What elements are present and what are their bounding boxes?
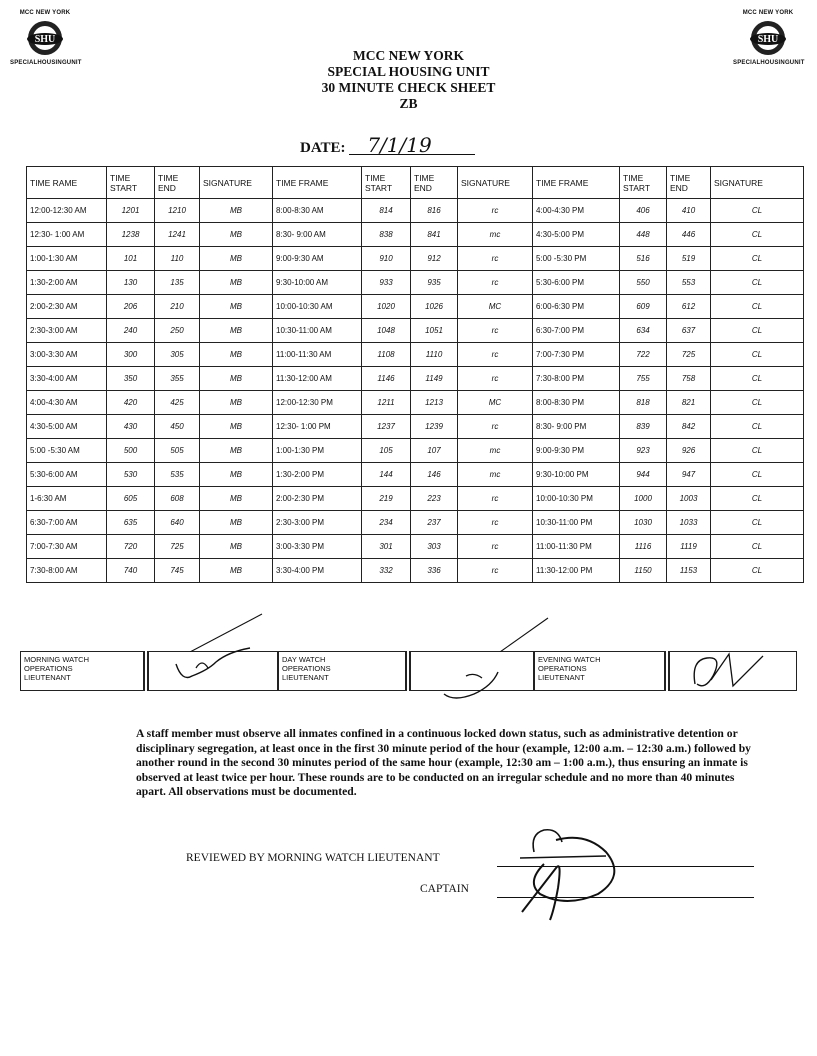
time-start-cell[interactable]: 206 [107,295,155,319]
table-row [27,367,804,391]
signoff-label: EVENING WATCH [538,655,601,664]
signature-cell[interactable]: MB [200,199,273,223]
signature-cell[interactable]: CL [711,319,804,343]
signature-cell[interactable]: MB [200,223,273,247]
time-end-cell[interactable]: 1026 [411,295,458,319]
header-line-3: 30 MINUTE CHECK SHEET [321,80,496,95]
signature-cell[interactable]: MB [200,559,273,583]
table-row [27,511,804,535]
time-end-cell[interactable]: 519 [667,247,711,271]
time-frame-cell: 7:30-8:00 PM [533,367,620,391]
time-start-cell[interactable]: 350 [107,367,155,391]
date-value: 7/1/19 [349,136,475,155]
signature-scribble-icon [683,650,773,694]
time-end-cell[interactable]: 107 [411,439,458,463]
time-frame-cell: 7:30-8:00 AM [27,559,107,583]
time-frame-cell: 8:30- 9:00 AM [273,223,362,247]
time-start-cell[interactable]: 720 [107,535,155,559]
signature-cell[interactable]: mc [458,439,533,463]
table-row [27,439,804,463]
time-start-cell[interactable]: 635 [107,511,155,535]
time-start-cell[interactable]: 839 [620,415,667,439]
signature-cell[interactable]: MB [200,511,273,535]
time-start-cell[interactable]: 300 [107,343,155,367]
date-row [300,133,475,157]
time-end-cell[interactable]: 637 [667,319,711,343]
check-table [26,166,804,583]
signature-cell[interactable]: rc [458,271,533,295]
table-row [27,415,804,439]
time-end-cell[interactable]: 842 [667,415,711,439]
time-frame-cell: 4:30-5:00 PM [533,223,620,247]
signature-cell[interactable]: rc [458,487,533,511]
table-row [27,391,804,415]
time-start-cell[interactable]: 219 [362,487,411,511]
signature-cell[interactable]: MB [200,343,273,367]
signature-scribble-icon [168,646,258,686]
time-start-cell[interactable]: 406 [620,199,667,223]
time-start-cell[interactable]: 605 [107,487,155,511]
signature-cell[interactable]: rc [458,367,533,391]
time-end-cell[interactable]: 1210 [155,199,200,223]
table-row [27,319,804,343]
signature-cell[interactable]: CL [711,199,804,223]
time-frame-cell: 9:00-9:30 AM [273,247,362,271]
time-start-cell[interactable]: 130 [107,271,155,295]
time-frame-cell: 2:00-2:30 AM [27,295,107,319]
table-row [27,343,804,367]
time-frame-cell: 12:00-12:30 PM [273,391,362,415]
time-end-cell[interactable]: 425 [155,391,200,415]
signature-cell[interactable]: MC [458,391,533,415]
time-end-cell[interactable]: 1241 [155,223,200,247]
signature-cell[interactable]: CL [711,439,804,463]
time-start-cell[interactable]: 430 [107,415,155,439]
signature-cell[interactable]: CL [711,511,804,535]
time-frame-cell: 1:00-1:30 AM [27,247,107,271]
time-start-cell[interactable]: 944 [620,463,667,487]
signature-cell[interactable]: CL [711,343,804,367]
time-end-cell[interactable]: 1149 [411,367,458,391]
time-end-cell[interactable]: 1239 [411,415,458,439]
day-watch-label-box [278,651,406,691]
time-frame-cell: 9:30-10:00 PM [533,463,620,487]
time-end-cell[interactable]: 947 [667,463,711,487]
time-frame-cell: 11:00-11:30 PM [533,535,620,559]
time-frame-cell: 8:00-8:30 PM [533,391,620,415]
time-end-cell[interactable]: 446 [667,223,711,247]
signature-cell[interactable]: mc [458,223,533,247]
logo-emblem-text: SHU [34,34,56,45]
signoff-label: LIEUTENANT [282,673,329,682]
signature-cell[interactable]: CL [711,559,804,583]
time-start-cell[interactable]: 755 [620,367,667,391]
time-start-cell[interactable]: 1030 [620,511,667,535]
signature-cell[interactable]: rc [458,319,533,343]
instructions-paragraph: A staff member must observe all inmates confined in a continuous locked down status, such as administrative detention or disciplinary segregation, at least once in the first 30 minute period of the hour (example, 12:00 a.m. – 12:30 a.m.) followed by another round in the second 30 minutes period of the same hour (example, 12:30 am – 1:00 a.m.), thus ensuring an inmate is observed at least twice per hour. These rounds are to be conducted on an irregular schedule and no more than 40 minutes apart. All observations must be documented. [136,727,751,798]
time-end-cell[interactable]: 912 [411,247,458,271]
time-frame-cell: 10:30-11:00 AM [273,319,362,343]
time-start-cell[interactable]: 240 [107,319,155,343]
reviewed-by-label: REVIEWED BY MORNING WATCH LIEUTENANT [186,852,440,864]
time-frame-cell: 8:30- 9:00 PM [533,415,620,439]
time-frame-cell: 10:30-11:00 PM [533,511,620,535]
table-row [27,223,804,247]
time-frame-cell: 1:00-1:30 PM [273,439,362,463]
time-frame-cell: 11:30-12:00 PM [533,559,620,583]
time-end-cell[interactable]: 640 [155,511,200,535]
signature-cell[interactable]: MB [200,295,273,319]
column-header-end: TIME END [667,167,711,199]
signoff-label: OPERATIONS [24,664,73,673]
time-frame-cell: 3:00-3:30 AM [27,343,107,367]
time-frame-cell: 1-6:30 AM [27,487,107,511]
time-start-cell[interactable]: 1000 [620,487,667,511]
signoff-strip [20,651,797,693]
time-start-cell[interactable]: 1108 [362,343,411,367]
time-end-cell[interactable]: 250 [155,319,200,343]
time-end-cell[interactable]: 450 [155,415,200,439]
signature-cell[interactable]: MB [200,247,273,271]
time-frame-cell: 12:00-12:30 AM [27,199,107,223]
time-start-cell[interactable]: 1048 [362,319,411,343]
time-frame-cell: 7:00-7:30 AM [27,535,107,559]
logo-emblem-text: SHU [757,34,779,45]
time-end-cell[interactable]: 110 [155,247,200,271]
signature-cell[interactable]: CL [711,367,804,391]
time-end-cell[interactable]: 1153 [667,559,711,583]
column-header-time-frame: TIME FRAME [533,167,620,199]
time-end-cell[interactable]: 935 [411,271,458,295]
time-frame-cell: 4:00-4:30 PM [533,199,620,223]
signature-cell[interactable]: MB [200,439,273,463]
time-end-cell[interactable]: 146 [411,463,458,487]
time-end-cell[interactable]: 1119 [667,535,711,559]
signature-cell[interactable]: MB [200,415,273,439]
time-end-cell[interactable]: 410 [667,199,711,223]
column-header-end: TIME END [155,167,200,199]
logo-top-text: MCC NEW YORK [19,10,71,16]
time-frame-cell: 3:30-4:00 AM [27,367,107,391]
time-frame-cell: 12:30- 1:00 AM [27,223,107,247]
time-frame-cell: 1:30-2:00 PM [273,463,362,487]
time-start-cell[interactable]: 609 [620,295,667,319]
time-end-cell[interactable]: 336 [411,559,458,583]
time-start-cell[interactable]: 420 [107,391,155,415]
time-end-cell[interactable]: 816 [411,199,458,223]
table-row [27,247,804,271]
time-frame-cell: 5:30-6:00 PM [533,271,620,295]
signature-cell[interactable]: CL [711,487,804,511]
signature-scribble-icon [434,654,514,702]
signature-cell[interactable]: rc [458,535,533,559]
time-end-cell[interactable]: 237 [411,511,458,535]
column-header-end: TIME END [411,167,458,199]
column-header-signature: SIGNATURE [711,167,804,199]
time-start-cell[interactable]: 105 [362,439,411,463]
time-start-cell[interactable]: 234 [362,511,411,535]
time-end-cell[interactable]: 758 [667,367,711,391]
signature-cell[interactable]: CL [711,391,804,415]
column-header-signature: SIGNATURE [458,167,533,199]
table-row [27,463,804,487]
time-start-cell[interactable]: 1237 [362,415,411,439]
signature-cell[interactable]: MB [200,367,273,391]
time-start-cell[interactable]: 1020 [362,295,411,319]
time-frame-cell: 2:00-2:30 PM [273,487,362,511]
time-frame-cell: 2:30-3:00 PM [273,511,362,535]
table-row [27,199,804,223]
signature-cell[interactable]: rc [458,247,533,271]
signature-cell[interactable]: CL [711,247,804,271]
column-header-start: TIME START [362,167,411,199]
time-frame-cell: 4:30-5:00 AM [27,415,107,439]
table-row [27,535,804,559]
time-end-cell[interactable]: 1051 [411,319,458,343]
time-start-cell[interactable]: 814 [362,199,411,223]
signature-cell[interactable]: MB [200,535,273,559]
time-frame-cell: 6:30-7:00 PM [533,319,620,343]
time-frame-cell: 7:00-7:30 PM [533,343,620,367]
time-frame-cell: 3:00-3:30 PM [273,535,362,559]
time-end-cell[interactable]: 612 [667,295,711,319]
column-header-start: TIME START [620,167,667,199]
table-row [27,559,804,583]
time-start-cell[interactable]: 530 [107,463,155,487]
time-end-cell[interactable]: 223 [411,487,458,511]
date-label: DATE: [300,140,346,156]
signature-cell[interactable]: CL [711,295,804,319]
time-frame-cell: 6:00-6:30 PM [533,295,620,319]
time-start-cell[interactable]: 1116 [620,535,667,559]
time-start-cell[interactable]: 1238 [107,223,155,247]
time-end-cell[interactable]: 725 [155,535,200,559]
time-end-cell[interactable]: 841 [411,223,458,247]
time-frame-cell: 9:30-10:00 AM [273,271,362,295]
header-line-1: MCC NEW YORK [353,48,464,63]
signoff-label: LIEUTENANT [24,673,71,682]
column-header-time-frame: TIME RAME [27,167,107,199]
logo-top-text: MCC NEW YORK [742,10,794,16]
time-end-cell[interactable]: 1110 [411,343,458,367]
time-start-cell[interactable]: 516 [620,247,667,271]
time-end-cell[interactable]: 553 [667,271,711,295]
time-end-cell[interactable]: 210 [155,295,200,319]
table-header-row [27,167,804,199]
time-frame-cell: 2:30-3:00 AM [27,319,107,343]
time-end-cell[interactable]: 821 [667,391,711,415]
table-row [27,295,804,319]
time-start-cell[interactable]: 838 [362,223,411,247]
time-frame-cell: 1:30-2:00 AM [27,271,107,295]
time-end-cell[interactable]: 505 [155,439,200,463]
signature-cell[interactable]: rc [458,559,533,583]
signature-cell[interactable]: MB [200,271,273,295]
time-frame-cell: 10:00-10:30 PM [533,487,620,511]
time-start-cell[interactable]: 448 [620,223,667,247]
time-start-cell[interactable]: 923 [620,439,667,463]
evening-watch-label-box [534,651,665,691]
time-end-cell[interactable]: 725 [667,343,711,367]
signoff-label: MORNING WATCH [24,655,89,664]
signature-cell[interactable]: MB [200,391,273,415]
signature-cell[interactable]: CL [711,463,804,487]
time-end-cell[interactable]: 926 [667,439,711,463]
time-frame-cell: 5:30-6:00 AM [27,463,107,487]
signoff-label: OPERATIONS [538,664,587,673]
time-start-cell[interactable]: 1211 [362,391,411,415]
logo-bottom-text: SPECIALHOUSINGUNIT [10,60,82,66]
signature-cell[interactable]: MC [458,295,533,319]
time-end-cell[interactable]: 535 [155,463,200,487]
signature-cell[interactable]: CL [711,415,804,439]
logo-bottom-text: SPECIALHOUSINGUNIT [733,60,805,66]
signature-cell[interactable]: rc [458,415,533,439]
time-end-cell[interactable]: 1213 [411,391,458,415]
time-end-cell[interactable]: 355 [155,367,200,391]
column-header-time-frame: TIME FRAME [273,167,362,199]
document-header [0,48,817,112]
pen-stroke-icon [0,612,817,652]
time-start-cell[interactable]: 332 [362,559,411,583]
time-frame-cell: 5:00 -5:30 AM [27,439,107,463]
time-start-cell[interactable]: 910 [362,247,411,271]
time-end-cell[interactable]: 1033 [667,511,711,535]
time-end-cell[interactable]: 1003 [667,487,711,511]
time-start-cell[interactable]: 550 [620,271,667,295]
header-line-4: ZB [399,96,418,111]
time-start-cell[interactable]: 722 [620,343,667,367]
signature-cell[interactable]: CL [711,271,804,295]
signature-cell[interactable]: mc [458,463,533,487]
signature-cell[interactable]: rc [458,511,533,535]
time-start-cell[interactable]: 634 [620,319,667,343]
time-start-cell[interactable]: 933 [362,271,411,295]
evening-watch-signature-box[interactable] [668,651,797,691]
signoff-label: DAY WATCH [282,655,326,664]
time-start-cell[interactable]: 101 [107,247,155,271]
signoff-label: OPERATIONS [282,664,331,673]
signature-cell[interactable]: rc [458,343,533,367]
signature-cell[interactable]: MB [200,487,273,511]
header-line-2: SPECIAL HOUSING UNIT [327,64,490,79]
day-watch-signature-box[interactable] [409,651,534,691]
morning-watch-label-box [20,651,144,691]
captain-label: CAPTAIN [420,883,469,895]
time-frame-cell: 11:00-11:30 AM [273,343,362,367]
time-frame-cell: 6:30-7:00 AM [27,511,107,535]
morning-watch-signature-box[interactable] [147,651,278,691]
signature-cell[interactable]: CL [711,535,804,559]
time-end-cell[interactable]: 303 [411,535,458,559]
signature-cell[interactable]: MB [200,319,273,343]
time-start-cell[interactable]: 144 [362,463,411,487]
column-header-signature: SIGNATURE [200,167,273,199]
time-frame-cell: 5:00 -5:30 PM [533,247,620,271]
time-frame-cell: 8:00-8:30 AM [273,199,362,223]
signature-cell[interactable]: CL [711,223,804,247]
time-end-cell[interactable]: 135 [155,271,200,295]
column-header-start: TIME START [107,167,155,199]
time-start-cell[interactable]: 1150 [620,559,667,583]
table-row [27,271,804,295]
time-end-cell[interactable]: 745 [155,559,200,583]
time-start-cell[interactable]: 500 [107,439,155,463]
time-frame-cell: 11:30-12:00 AM [273,367,362,391]
time-frame-cell: 3:30-4:00 PM [273,559,362,583]
table-row [27,487,804,511]
time-start-cell[interactable]: 1146 [362,367,411,391]
time-end-cell[interactable]: 305 [155,343,200,367]
time-frame-cell: 10:00-10:30 AM [273,295,362,319]
time-start-cell[interactable]: 740 [107,559,155,583]
time-end-cell[interactable]: 608 [155,487,200,511]
signoff-label: LIEUTENANT [538,673,585,682]
time-start-cell[interactable]: 301 [362,535,411,559]
time-start-cell[interactable]: 1201 [107,199,155,223]
signature-cell[interactable]: rc [458,199,533,223]
time-start-cell[interactable]: 818 [620,391,667,415]
signature-cell[interactable]: MB [200,463,273,487]
time-frame-cell: 9:00-9:30 PM [533,439,620,463]
captain-signature-scribble-icon [496,812,626,922]
time-frame-cell: 12:30- 1:00 PM [273,415,362,439]
time-frame-cell: 4:00-4:30 AM [27,391,107,415]
